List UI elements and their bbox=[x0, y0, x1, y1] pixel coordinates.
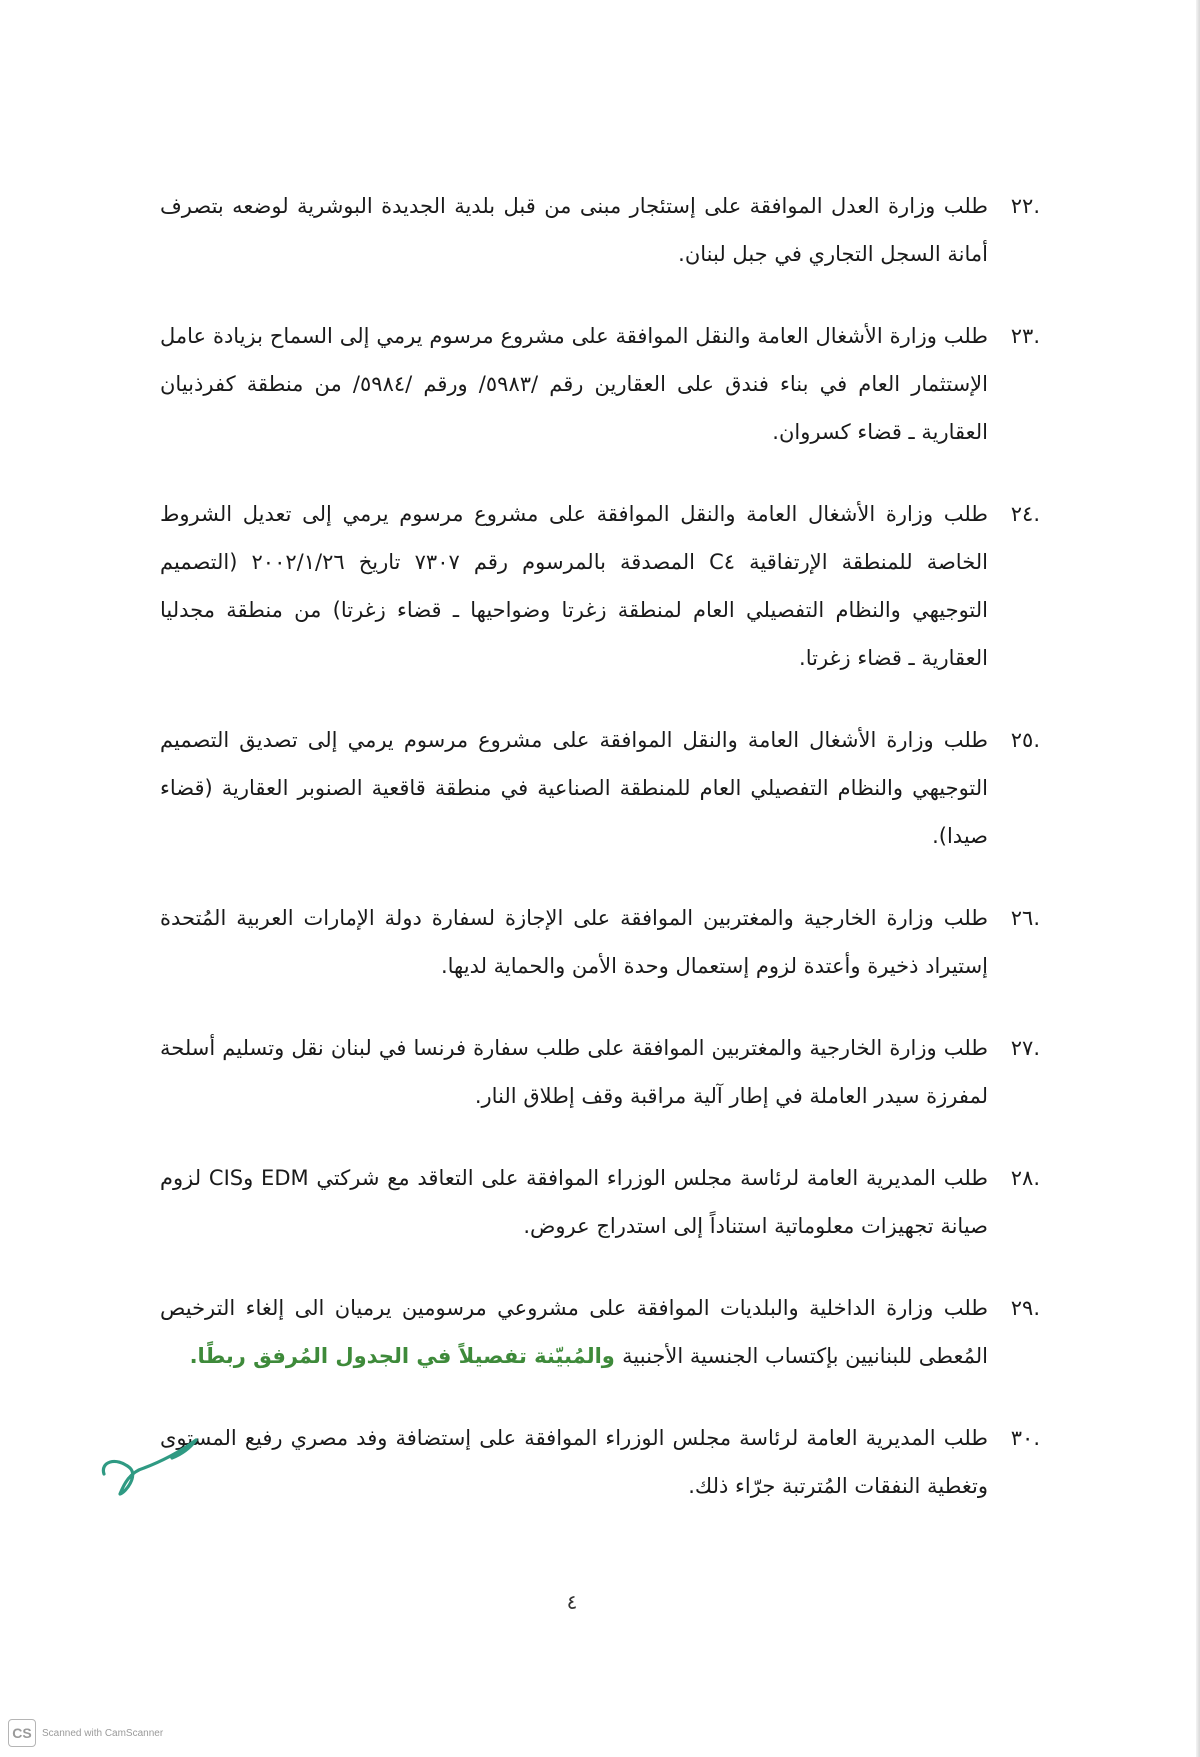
item-number: .٢٢ bbox=[1010, 194, 1040, 218]
item-number: .٢٨ bbox=[1010, 1166, 1040, 1190]
list-item-27 bbox=[160, 1024, 1040, 1120]
item-text: طلب وزارة الداخلية والبلديات الموافقة على مشروعي مرسومين يرميان الى إلغاء الترخيص المُعطى للبنانيين بإكتساب الجنسية الأجنبية bbox=[160, 1296, 988, 1368]
item-number: .٢٩ bbox=[1010, 1296, 1040, 1320]
item-number: .٢٦ bbox=[1010, 906, 1040, 930]
item-text: طلب وزارة الأشغال العامة والنقل الموافقة على مشروع مرسوم يرمي إلى تعديل الشروط الخاصة للمنطقة الإرتفاقية C٤ المصدقة بالمرسوم رقم ٧٣٠٧ تاريخ ٢٠٠٢/١/٢٦ (التصميم التوجيهي والنظام التفصيلي العام لمنطقة زغرتا وضواحيها ـ قضاء زغرتا) من منطقة مجدليا العقارية ـ قضاء زغرتا. bbox=[160, 502, 988, 670]
list-item-26 bbox=[160, 894, 1040, 990]
item-number: .٢٤ bbox=[1010, 502, 1040, 526]
list-item-30 bbox=[160, 1414, 1040, 1510]
item-number: .٢٣ bbox=[1010, 324, 1040, 348]
signature-stroke bbox=[103, 1440, 196, 1494]
list-item-22 bbox=[160, 182, 1040, 278]
list-item-23 bbox=[160, 312, 1040, 456]
document-body bbox=[160, 182, 1040, 1544]
list-item-29 bbox=[160, 1284, 1040, 1380]
item-text: طلب وزارة الخارجية والمغتربين الموافقة على طلب سفارة فرنسا في لبنان نقل وتسليم أسلحة لمفرزة سيدر العاملة في إطار آلية مراقبة وقف إطلاق النار. bbox=[160, 1036, 988, 1108]
page-edge bbox=[1196, 0, 1200, 1757]
highlighted-text: والمُبيّنة تفصيلاً في الجدول المُرفق ربطًا. bbox=[189, 1344, 623, 1368]
scanner-caption: Scanned with CamScanner bbox=[42, 1727, 164, 1739]
list-item-25 bbox=[160, 716, 1040, 860]
item-text: طلب المديرية العامة لرئاسة مجلس الوزراء الموافقة على إستضافة وفد مصري رفيع المستوى وتغطية النفقات المُترتبة جرّاء ذلك. bbox=[160, 1426, 988, 1498]
item-number: .٢٥ bbox=[1010, 728, 1040, 752]
page-number: ٤ bbox=[566, 1590, 578, 1614]
item-number: .٢٧ bbox=[1010, 1036, 1040, 1060]
item-number: .٣٠ bbox=[1010, 1426, 1040, 1450]
scanner-watermark bbox=[8, 1719, 163, 1747]
item-text: طلب وزارة الخارجية والمغتربين الموافقة على الإجازة لسفارة دولة الإمارات العربية المُتحدة إستيراد ذخيرة وأعتدة لزوم إستعمال وحدة الأمن والحماية لديها. bbox=[160, 906, 988, 978]
list-item-24 bbox=[160, 490, 1040, 682]
list-item-28 bbox=[160, 1154, 1040, 1250]
item-text: طلب وزارة العدل الموافقة على إستئجار مبنى من قبل بلدية الجديدة البوشرية لوضعه بتصرف أمانة السجل التجاري في جبل لبنان. bbox=[160, 194, 988, 266]
camscanner-logo-icon: CS bbox=[8, 1719, 36, 1747]
item-text: طلب وزارة الأشغال العامة والنقل الموافقة على مشروع مرسوم يرمي إلى السماح بزيادة عامل الإستثمار العام في بناء فندق على العقارين رقم /٥٩٨٣/ ورقم /٥٩٨٤/ من منطقة كفرذبيان العقارية ـ قضاء كسروان. bbox=[160, 324, 988, 444]
signature bbox=[96, 1428, 206, 1498]
item-text: طلب المديرية العامة لرئاسة مجلس الوزراء الموافقة على التعاقد مع شركتي EDM وCIS لزوم صيانة تجهيزات معلوماتية استناداً إلى استدراج عروض. bbox=[160, 1166, 988, 1238]
item-text: طلب وزارة الأشغال العامة والنقل الموافقة على مشروع مرسوم يرمي إلى تصديق التصميم التوجيهي والنظام التفصيلي العام للمنطقة الصناعية في منطقة قاقعية الصنوبر العقارية (قضاء صيدا). bbox=[160, 728, 988, 848]
